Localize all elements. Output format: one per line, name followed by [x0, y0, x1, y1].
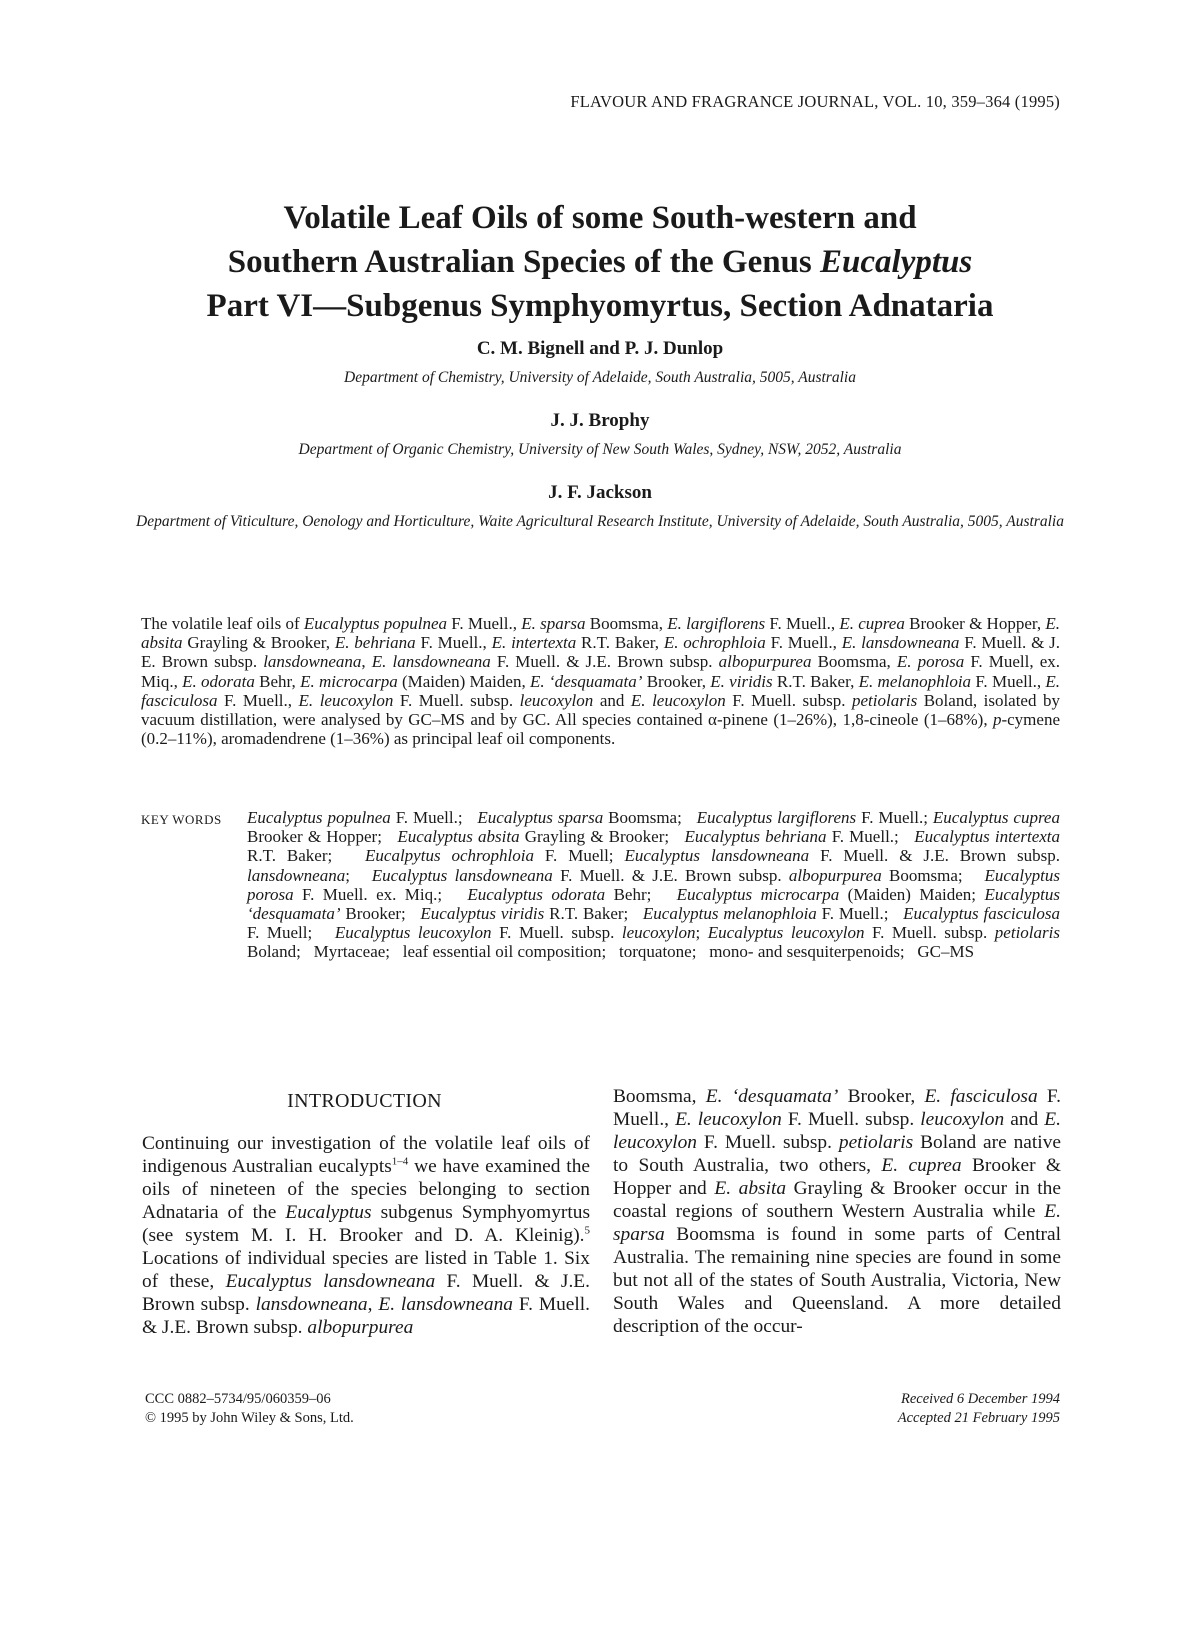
ccc-code: CCC 0882–5734/95/060359–06 [145, 1391, 331, 1407]
author-affiliation-2: Department of Organic Chemistry, University of New South Wales, Sydney, NSW, 2052, Australia [298, 441, 902, 458]
copyright-notice: © 1995 by John Wiley & Sons, Ltd. [145, 1410, 354, 1426]
keywords-label: KEY WORDS [141, 812, 222, 827]
journal-header: FLAVOUR AND FRAGRANCE JOURNAL, VOL. 10, 359–364 (1995) [570, 92, 1060, 111]
footer-left [145, 1390, 354, 1428]
introduction-heading: INTRODUCTION [287, 1090, 442, 1112]
keywords-list: Eucalyptus populnea F. Muell.; Eucalyptus sparsa Boomsma; Eucalyptus largiflorens F. Muell.; Eucalyptus cuprea Brooker & Hopper; Eucalyptus absita Grayling & Brooker; Eucalyptus behriana F. Muell.; Eucalyptus intertexta R.T. Baker; Eucalpytus ochrophloia F. Muell; Eucalyptus lansdowneana F. Muell. & J.E. Brown subsp. lansdowneana; Eucalyptus lansdowneana F. Muell. & J.E. Brown subsp. albopurpurea Boomsma; Eucalyptus porosa F. Muell. ex. Miq.; Eucalyptus odorata Behr; Eucalyptus microcarpa (Maiden) Maiden; Eucalyptus ‘desquamata’ Brooker; Eucalyptus viridis R.T. Baker; Eucalyptus melanophloia F. Muell.; Eucalyptus fasciculosa F. Muell; Eucalyptus leucoxylon F. Muell. subsp. leucoxylon; Eucalyptus leucoxylon F. Muell. subsp. petiolaris Boland; Myrtaceae; leaf essential oil composition; torquatone; mono- and sesquiterpenoids; GC–MS [247, 808, 1061, 962]
abstract: The volatile leaf oils of Eucalyptus populnea F. Muell., E. sparsa Boomsma, E. largiflorens F. Muell., E. cuprea Brooker & Hopper, E. absita Grayling & Brooker, E. behriana F. Muell., E. intertexta R.T. Baker, E. ochrophloia F. Muell., E. lansdowneana F. Muell. & J. E. Brown subsp. lansdowneana, E. lansdowneana F. Muell. & J.E. Brown subsp. albopurpurea Boomsma, E. porosa F. Muell, ex. Miq., E. odorata Behr, E. microcarpa (Maiden) Maiden, E. ‘desquamata’ Brooker, E. viridis R.T. Baker, E. melanophloia F. Muell., E. fasciculosa F. Muell., E. leucoxylon F. Muell. subsp. leucoxylon and E. leucoxylon F. Muell. subsp. petiolaris Boland, isolated by vacuum distillation, were analysed by GC–MS and by GC. All species contained α-pinene (1–26%), 1,8-cineole (1–68%), p-cymene (0.2–11%), aromadendrene (1–36%) as principal leaf oil components. [141, 614, 1061, 749]
accepted-date: Accepted 21 February 1995 [897, 1410, 1060, 1426]
author-names-3: J. F. Jackson [548, 482, 652, 503]
paper-title [0, 196, 1200, 328]
author-affiliation-1: Department of Chemistry, University of Adelaide, South Australia, 5005, Australia [344, 369, 856, 386]
author-affiliation-3: Department of Viticulture, Oenology and Horticulture, Waite Agricultural Research Institute, University of Adelaide, South Australia, 5005, Australia [136, 513, 1064, 530]
title-line-3: Part VI—Subgenus Symphyomyrtus, Section Adnataria [206, 288, 994, 324]
title-line-1: Volatile Leaf Oils of some South-western and [283, 200, 917, 236]
intro-paragraph-left: Continuing our investigation of the volatile leaf oils of indigenous Australian eucalypts$^{1-4}$ we have examined the oils of nineteen of the species belonging to section Adnataria of the Eucalyptus subgenus Symphyomyrtus (see system M. I. H. Brooker and D. A. Kleinig).$^5$ Locations of individual species are listed in Table 1. Six of these, Eucalyptus lansdowneana F. Muell. & J.E. Brown subsp. lansdowneana, E. lansdowneana F. Muell. & J.E. Brown subsp. albopurpurea [142, 1133, 590, 1338]
footer-right [898, 1390, 1060, 1428]
received-date: Received 6 December 1994 [900, 1391, 1060, 1407]
author-names-2: J. J. Brophy [550, 410, 650, 431]
title-line-2: Southern Australian Species of the Genus Eucalyptus [227, 244, 973, 280]
intro-paragraph-right: Boomsma, E. ‘desquamata’ Brooker, E. fasciculosa F. Muell., E. leucoxylon F. Muell. subsp. leucoxylon and E. leucoxylon F. Muell. subsp. petiolaris Boland are native to South Australia, two others, E. cuprea Brooker & Hopper and E. absita Grayling & Brooker occur in the coastal regions of southern Western Australia while E. sparsa Boomsma is found in some parts of Central Australia. The remaining nine species are found in some but not all of the states of South Australia, Victoria, New South Wales and Queensland. A more detailed description of the occur- [613, 1086, 1061, 1337]
author-names-1: C. M. Bignell and P. J. Dunlop [476, 338, 724, 359]
